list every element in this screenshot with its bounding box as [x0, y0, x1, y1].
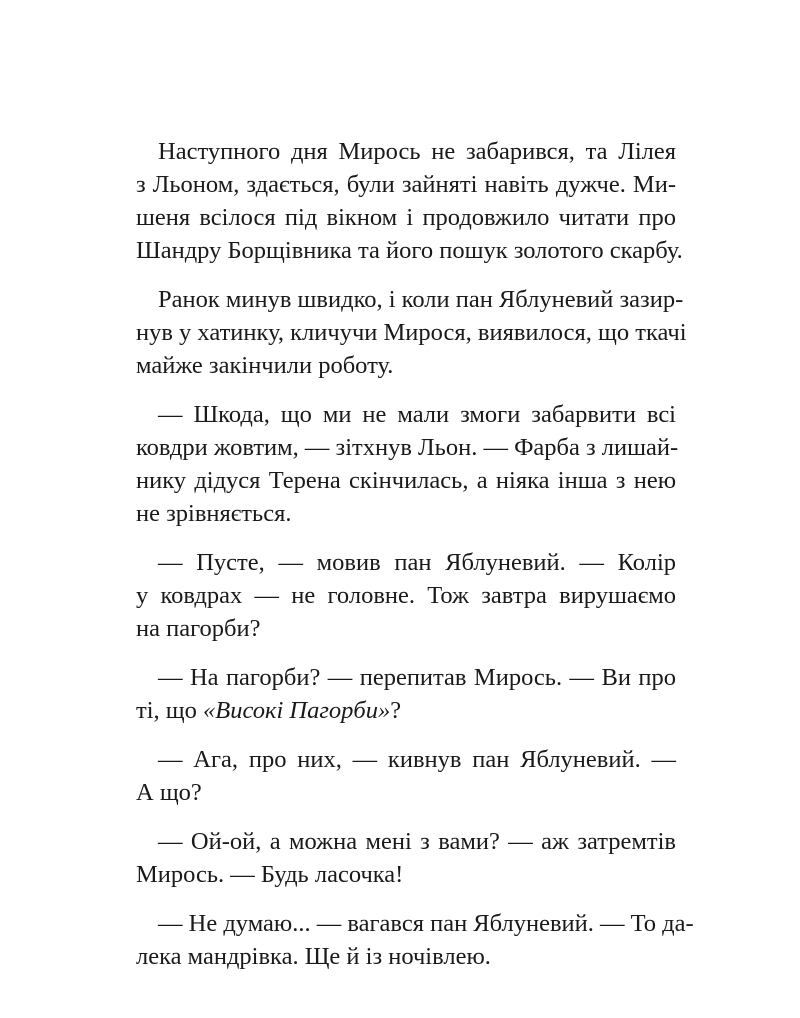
text-line: А що?: [136, 779, 202, 806]
text-line: — Не думаю... — вагався пан Яблуневий. — То да-: [158, 910, 694, 937]
book-title-italic: «Високі Пагорби»: [203, 697, 391, 724]
paragraph-7: [136, 825, 676, 891]
paragraph-1: [136, 135, 683, 267]
text-line: нув у хатинку, кличучи Мирося, виявилося, що ткачі: [136, 319, 687, 346]
text-line: нику дідуся Терена скінчилась, а ніяка інша з нею: [136, 467, 676, 494]
text-line: шеня всілося під вікном і продовжило читати про: [136, 204, 676, 231]
text-line: — На пагорби? — перепитав Мирось. — Ви про: [158, 664, 676, 691]
text-line: Наступного дня Мирось не забарився, та Лілея: [158, 138, 676, 165]
text-line: Мирось. — Будь ласочка!: [136, 861, 404, 888]
text-fragment: ?: [390, 697, 402, 724]
text-line: майже закінчили роботу.: [136, 352, 394, 379]
paragraph-8: [136, 907, 694, 973]
paragraph-5: [136, 661, 676, 727]
text-line: на пагорби?: [136, 615, 261, 642]
paragraph-4: [136, 546, 676, 645]
text-line: ковдри жовтим, — зітхнув Льон. — Фарба з лишай-: [136, 434, 679, 461]
paragraph-6: [136, 743, 676, 809]
text-fragment: ті, що: [136, 697, 204, 724]
text-line: — Ага, про них, — кивнув пан Яблуневий. —: [158, 746, 676, 773]
text-line: у ковдрах — не головне. Тож завтра вирушаємо: [136, 582, 676, 609]
text-line: Ранок минув швидко, і коли пан Яблуневий зазир-: [158, 286, 684, 313]
text-line: лека мандрівка. Ще й із ночівлею.: [136, 943, 491, 970]
text-line: не зрівняється.: [136, 500, 292, 527]
text-line: — Пусте, — мовив пан Яблуневий. — Колір: [158, 549, 676, 576]
text-line: [136, 694, 676, 727]
text-line: — Ой-ой, а можна мені з вами? — аж затремтів: [158, 828, 676, 855]
text-line: з Льоном, здається, були зайняті навіть дужче. Ми-: [136, 171, 676, 198]
paragraph-3: [136, 398, 679, 530]
text-line: — Шкода, що ми не мали змоги забарвити всі: [158, 401, 676, 428]
text-line: Шандру Борщівника та його пошук золотого скарбу.: [136, 237, 683, 264]
book-page: [136, 135, 694, 989]
paragraph-2: [136, 283, 687, 382]
